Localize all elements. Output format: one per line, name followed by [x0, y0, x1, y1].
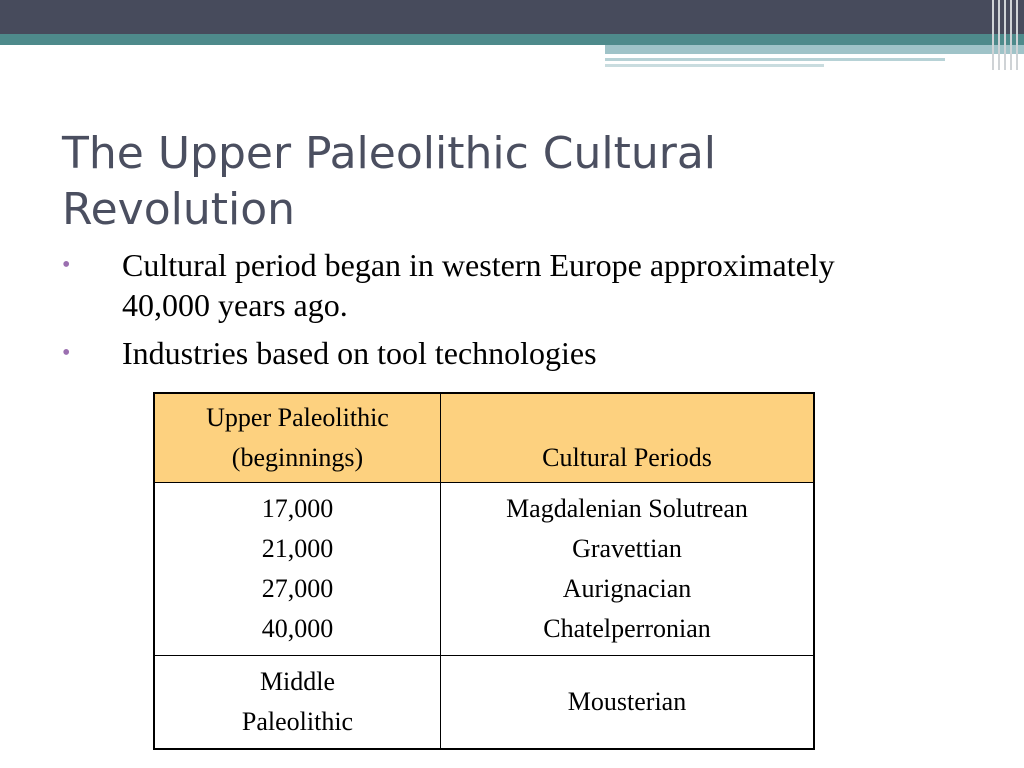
teal-light-band: [605, 45, 1024, 54]
teal-decorative-band: [0, 34, 1024, 45]
bullet-text: Cultural period began in western Europe approximately 40,000 years ago.: [122, 247, 835, 323]
period-name: Aurignacian: [562, 574, 692, 603]
table-cell-periods: [441, 656, 815, 750]
table-cell-dates: [154, 656, 441, 750]
slide-title: The Upper Paleolithic Cultural Revolution: [62, 128, 717, 235]
period-name: Gravettian: [572, 534, 682, 563]
period-name: Chatelperronian: [543, 614, 711, 643]
table-header-dates: Upper Paleolithic (beginnings): [154, 393, 441, 483]
corner-stripes: [990, 0, 1024, 70]
date-value: 40,000: [261, 614, 334, 643]
period-name: Magdalenian Solutrean: [506, 494, 748, 523]
date-value: 27,000: [261, 574, 334, 603]
date-value: Paleolithic: [241, 707, 354, 736]
table-header-row: [154, 393, 814, 483]
table-row: [154, 656, 814, 750]
table-header-periods: Cultural Periods: [441, 393, 815, 483]
bullet-item: [60, 245, 860, 325]
teal-accent-line-short: [605, 64, 824, 67]
period-name: Mousterian: [567, 687, 687, 716]
bullet-text: Industries based on tool technologies: [122, 335, 597, 371]
top-decorative-bar: [0, 0, 1024, 34]
table-row: [154, 483, 814, 656]
bullet-item: [60, 333, 860, 373]
bullet-icon: •: [62, 340, 71, 366]
cultural-periods-table: [153, 392, 815, 750]
date-value: 17,000: [261, 494, 334, 523]
date-value: 21,000: [261, 534, 334, 563]
date-value: Middle: [259, 667, 336, 696]
bullet-list: [60, 245, 860, 381]
table-cell-dates: [154, 483, 441, 656]
teal-accent-line: [605, 58, 945, 61]
bullet-icon: •: [62, 252, 71, 278]
table-cell-periods: [441, 483, 815, 656]
